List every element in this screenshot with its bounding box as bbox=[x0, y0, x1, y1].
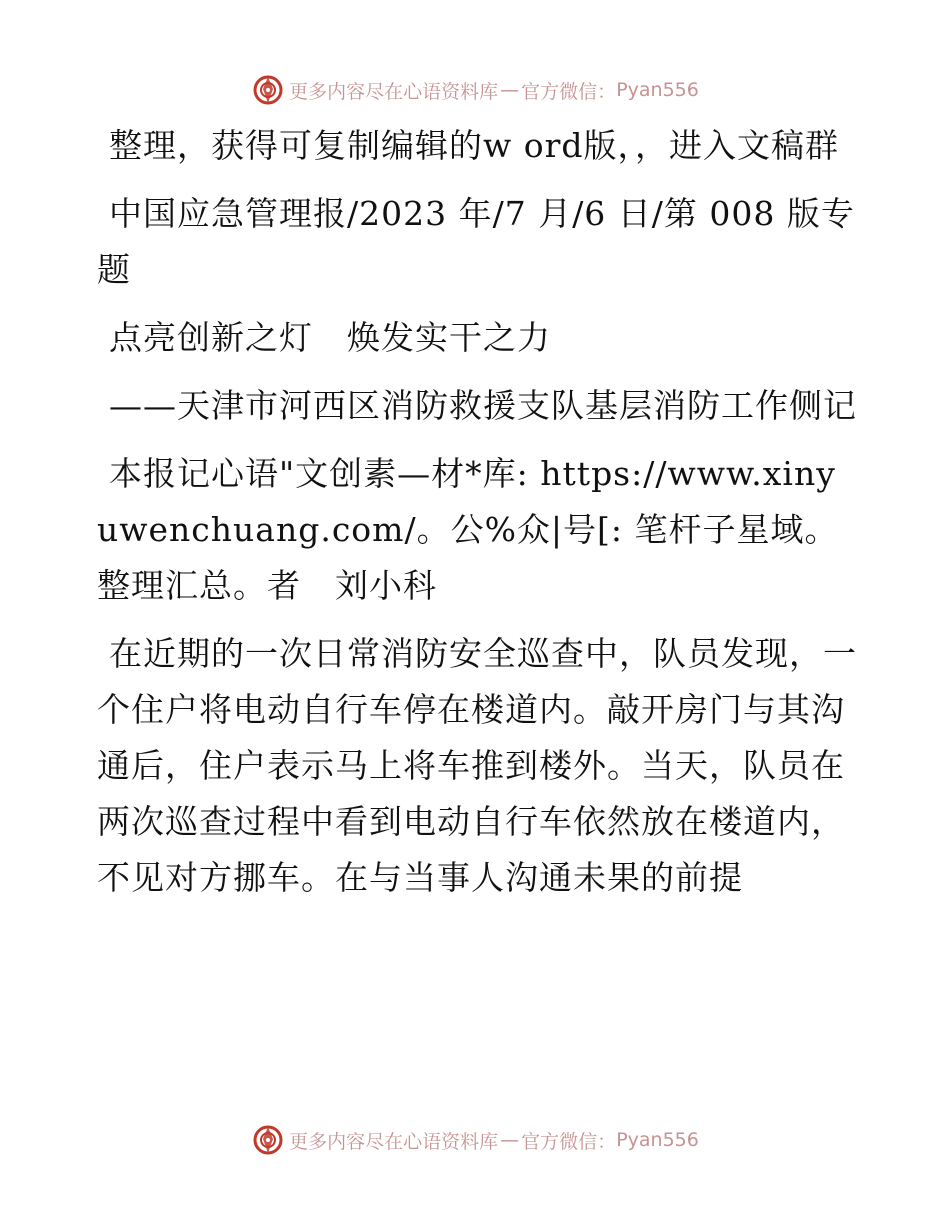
paragraph-intro: 整理，获得可复制编辑的w ord版，，进入文稿群 bbox=[109, 126, 840, 165]
watermark-official: 官方微信： bbox=[521, 80, 617, 103]
paragraph-source: 中国应急管理报/2023 年/7 月/6 日/第 008 版专题 bbox=[97, 194, 855, 289]
watermark-separator: — bbox=[500, 79, 520, 101]
watermark-banner-bottom bbox=[0, 1120, 950, 1160]
watermark-separator: — bbox=[500, 1129, 520, 1151]
article-subtitle: ——天津市河西区消防救援支队基层消防工作侧记 bbox=[109, 386, 857, 425]
paragraph-body: 在近期的一次日常消防安全巡查中，队员发现，一个住户将电动自行车停在楼道内。敲开房门与其沟通后，住户表示马上将车推到楼外。当天，队员在两次巡查过程中看到电动自行车依然放在楼道内，不见对方挪车。在与当事人沟通未果的前提 bbox=[97, 634, 857, 897]
article-title: 点亮创新之灯 焕发实干之力 bbox=[109, 318, 551, 357]
watermark-account: Pyan556 bbox=[616, 1129, 699, 1151]
pen-nib-logo-icon bbox=[251, 73, 285, 107]
paragraph-byline: 本报记心语"文创素—材*库: https://www.xinyuwenchuang.com/。公%众|号[: 笔杆子星域。整理汇总。者 刘小科 bbox=[97, 454, 839, 605]
document-body bbox=[97, 118, 857, 918]
watermark-text: 更多内容尽在心语资料库 bbox=[289, 1130, 499, 1153]
watermark-account: Pyan556 bbox=[616, 79, 699, 101]
watermark-text: 更多内容尽在心语资料库 bbox=[289, 80, 499, 103]
pen-nib-logo-icon bbox=[251, 1123, 285, 1157]
watermark-official: 官方微信： bbox=[521, 1130, 617, 1153]
watermark-banner-top bbox=[0, 70, 950, 110]
